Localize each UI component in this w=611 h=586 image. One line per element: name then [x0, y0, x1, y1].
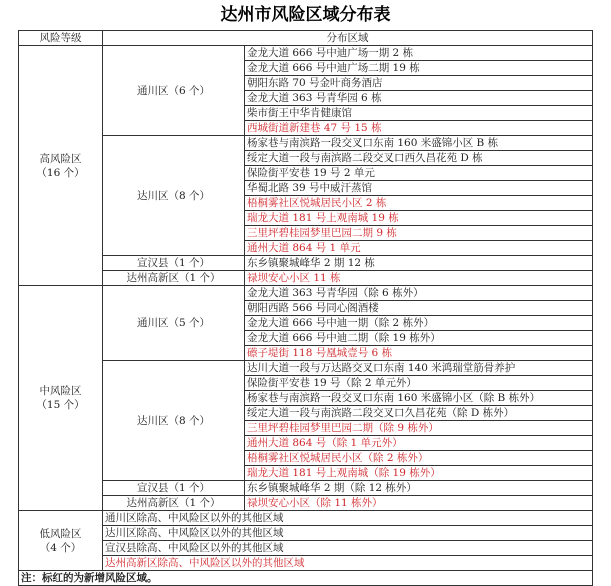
area-place: 金龙大道 363 号青华园（除 6 栋外）: [245, 286, 593, 301]
district-cell: 达州高新区（1 个）: [103, 496, 245, 511]
page-title: 达州市风险区域分布表: [220, 5, 391, 25]
low-risk-area: 达川区除高、中风险区以外的其他区域: [103, 526, 593, 541]
area-place: 金龙大道 666 号中迪二期（除 19 栋外）: [245, 331, 593, 346]
area-place: 三里坪碧桂园梦里巴园二期 9 栋: [245, 226, 593, 241]
area-place: 华蜀北路 39 号中威汗蒸馆: [245, 181, 593, 196]
low-risk-area: 通川区除高、中风险区以外的其他区域: [103, 511, 593, 526]
table-row: [19, 271, 593, 286]
low-level-cell: [19, 511, 103, 571]
area-place: 杨家巷与南滨路一段交叉口东南 160 米盛锦小区（除 B 栋外）: [245, 391, 593, 406]
note-text: 注：标红的为新增风险区域。: [19, 571, 593, 586]
table-row: [19, 136, 593, 151]
area-place: 保险街平安巷 19 号 2 单元: [245, 166, 593, 181]
area-place: 禄坝安心小区（除 11 栋外）: [245, 496, 593, 511]
area-place: 瑞龙大道 181 号上观南城（除 19 栋外）: [245, 466, 593, 481]
area-place: 金龙大道 363 号青华园 6 栋: [245, 91, 593, 106]
area-place: 保险街平安巷 19 号（除 2 单元外）: [245, 376, 593, 391]
district-cell: 宣汉县（1 个）: [103, 256, 245, 271]
table-header-row: [19, 31, 593, 46]
table-row: [19, 541, 593, 556]
area-place: 礤子堤街 118 号凰城壹号 6 栋: [245, 346, 593, 361]
medium-level-cell: [19, 286, 103, 511]
area-place: 朝阳西路 566 号同心阁酒楼: [245, 301, 593, 316]
area-place: 金龙大道 666 号中迪一期（除 2 栋外）: [245, 316, 593, 331]
medium-level-count: （15 个）: [36, 399, 85, 411]
table-row: [19, 46, 593, 61]
low-level-label: 低风险区: [39, 527, 82, 540]
note-row: [19, 571, 593, 586]
table-row: [19, 556, 593, 571]
area-place: 金龙大道 666 号中迪广场一期 2 栋: [245, 46, 593, 61]
header-area: 分布区域: [103, 31, 593, 46]
table-row: [19, 481, 593, 496]
area-place: 柴市街王中华肯健康馆: [245, 106, 593, 121]
table-row: [19, 361, 593, 376]
table-row: [19, 526, 593, 541]
area-place: 通州大道 864 号（除 1 单元外）: [245, 436, 593, 451]
table-row: [19, 511, 593, 526]
low-risk-area: 宣汉县除高、中风险区以外的其他区域: [103, 541, 593, 556]
risk-area-table: [18, 30, 593, 586]
area-place: 朝阳东路 70 号金叶商务酒店: [245, 76, 593, 91]
area-place: 三里坪碧桂园梦里巴园二期（除 9 栋外）: [245, 421, 593, 436]
area-place: 绥定大道一段与南滨路二段交叉口西久昌花苑 D 栋: [245, 151, 593, 166]
risk-area-table-body: [19, 31, 593, 586]
area-place: 通州大道 864 号 1 单元: [245, 241, 593, 256]
high-level-count: （16 个）: [36, 166, 85, 179]
district-cell: 宣汉县（1 个）: [103, 481, 245, 496]
table-row: [19, 256, 593, 271]
area-place: 杨家巷与南滨路一段交叉口东南 160 米盛锦小区 B 栋: [245, 136, 593, 151]
high-level-cell: [19, 46, 103, 286]
district-cell: 通川区（6 个）: [103, 46, 245, 136]
area-place: 禄坝安心小区 11 栋: [245, 271, 593, 286]
header-level: 风险等级: [19, 31, 103, 46]
low-risk-area: 达州高新区除高、中风险区以外的其他区域: [103, 556, 593, 571]
district-cell: 达州高新区（1 个）: [103, 271, 245, 286]
medium-level-label: 中风险区: [39, 385, 82, 397]
district-cell: 达川区（8 个）: [103, 136, 245, 256]
area-place: 金龙大道 666 号中迪广场二期 19 栋: [245, 61, 593, 76]
district-cell: 达川区（8 个）: [103, 361, 245, 481]
table-row: [19, 496, 593, 511]
area-place: 达川大道一段与万达路交叉口东南 140 米鸿瑞堂筋骨养护: [245, 361, 593, 376]
low-level-count: （4 个）: [39, 541, 82, 554]
table-row: [19, 286, 593, 301]
area-place: 绥定大道一段与南滨路二段交叉口久昌花苑（除 D 栋外）: [245, 406, 593, 421]
high-level-label: 高风险区: [39, 152, 82, 165]
area-place: 梧桐雾社区悦城居民小区（除 2 栋外）: [245, 451, 593, 466]
area-place: 西城街道新建巷 47 号 15 栋: [245, 121, 593, 136]
area-place: 瑞龙大道 181 号上观南城 19 栋: [245, 211, 593, 226]
area-place: 东乡镇聚城峰华 2 期 12 栋: [245, 256, 593, 271]
area-place: 梧桐雾社区悦城居民小区 2 栋: [245, 196, 593, 211]
district-cell: 通川区（5 个）: [103, 286, 245, 361]
area-place: 东乡镇聚城峰华 2 期（除 12 栋外）: [245, 481, 593, 496]
